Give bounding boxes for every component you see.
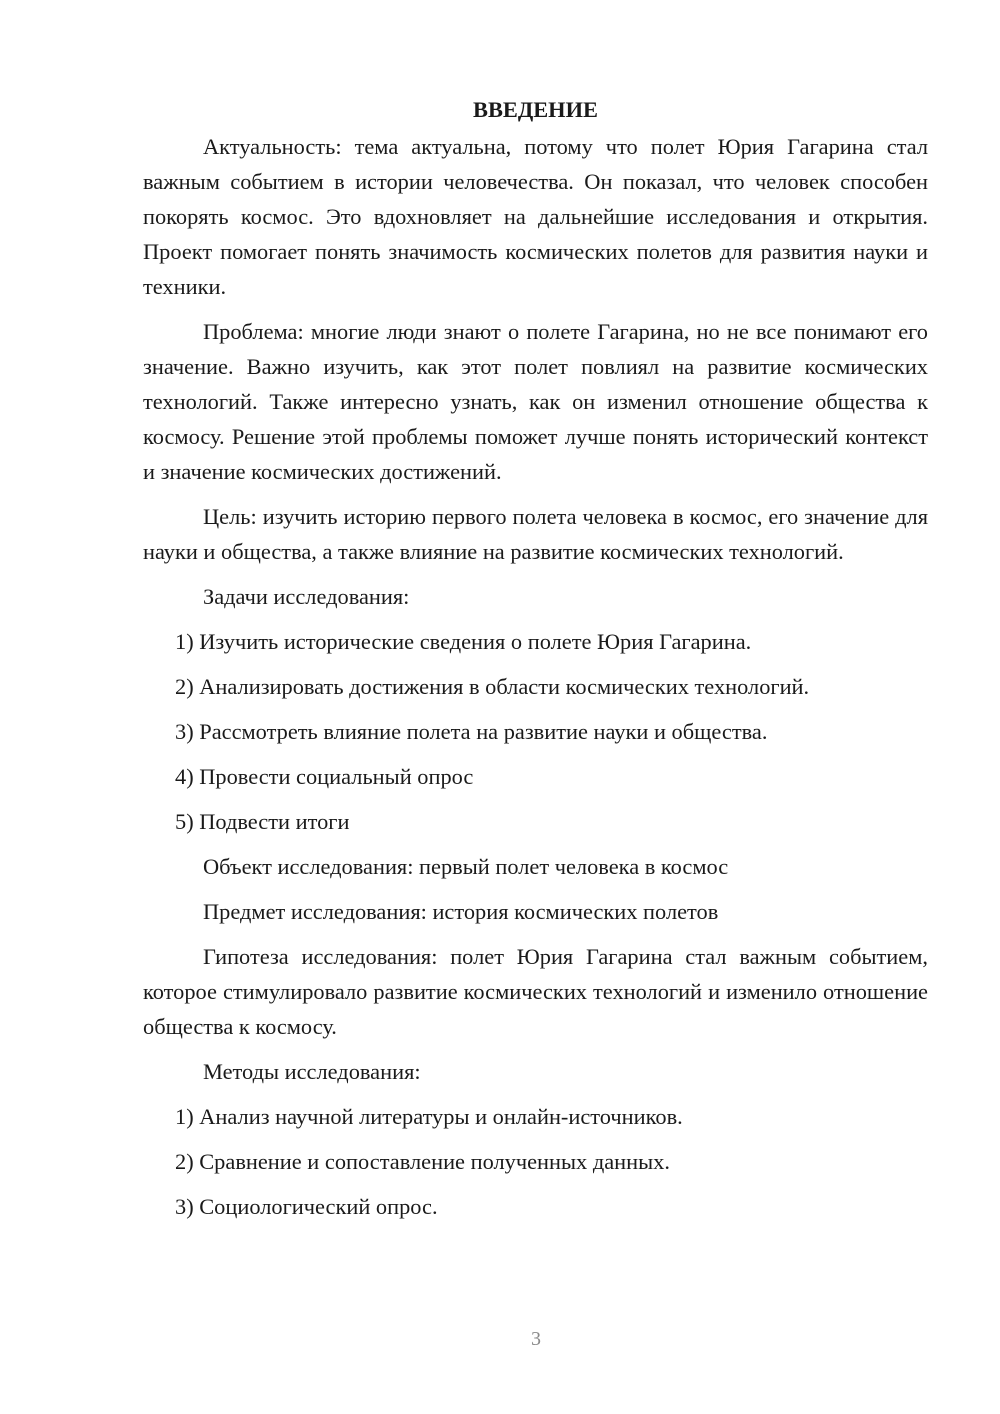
methods-heading: Методы исследования: xyxy=(203,1059,421,1084)
task-item-1: 1) Изучить исторические сведения о полете Юрия Гагарина. xyxy=(175,629,752,654)
relevance-paragraph: Актуальность: тема актуальна, потому что полет Юрия Гагарина стал важным событием в истории человечества. Он показал, что человек способен покорять космос. Это вдохновляет на дальнейшие исследования и открытия. Проект помогает понять значимость космических полетов для развития науки и техники. xyxy=(143,134,928,299)
task-item-4: 4) Провести социальный опрос xyxy=(175,764,474,789)
page-content xyxy=(143,92,928,1234)
goal-paragraph: Цель: изучить историю первого полета человека в космос, его значение для науки и общества, а также влияние на развитие космических технологий. xyxy=(143,504,928,564)
hypothesis-paragraph: Гипотеза исследования: полет Юрия Гагарина стал важным событием, которое стимулировало развитие космических технологий и изменило отношение общества к космосу. xyxy=(143,944,928,1039)
task-item-2: 2) Анализировать достижения в области космических технологий. xyxy=(175,674,810,699)
method-item-2: 2) Сравнение и сопоставление полученных данных. xyxy=(175,1149,670,1174)
research-subject: Предмет исследования: история космических полетов xyxy=(203,899,719,924)
tasks-heading: Задачи исследования: xyxy=(203,584,410,609)
section-title: ВВЕДЕНИЕ xyxy=(473,97,598,122)
problem-paragraph: Проблема: многие люди знают о полете Гагарина, но не все понимают его значение. Важно изучить, как этот полет повлиял на развитие космических технологий. Также интересно узнать, как он изменил отношение общества к космосу. Решение этой проблемы поможет лучше понять исторический контекст и значение космических достижений. xyxy=(143,319,928,484)
task-item-5: 5) Подвести итоги xyxy=(175,809,350,834)
method-item-1: 1) Анализ научной литературы и онлайн-источников. xyxy=(175,1104,683,1129)
task-item-3: 3) Рассмотреть влияние полета на развитие науки и общества. xyxy=(175,719,768,744)
research-object: Объект исследования: первый полет человека в космос xyxy=(203,854,729,879)
page-number: 3 xyxy=(531,1328,541,1350)
method-item-3: 3) Социологический опрос. xyxy=(175,1194,438,1219)
